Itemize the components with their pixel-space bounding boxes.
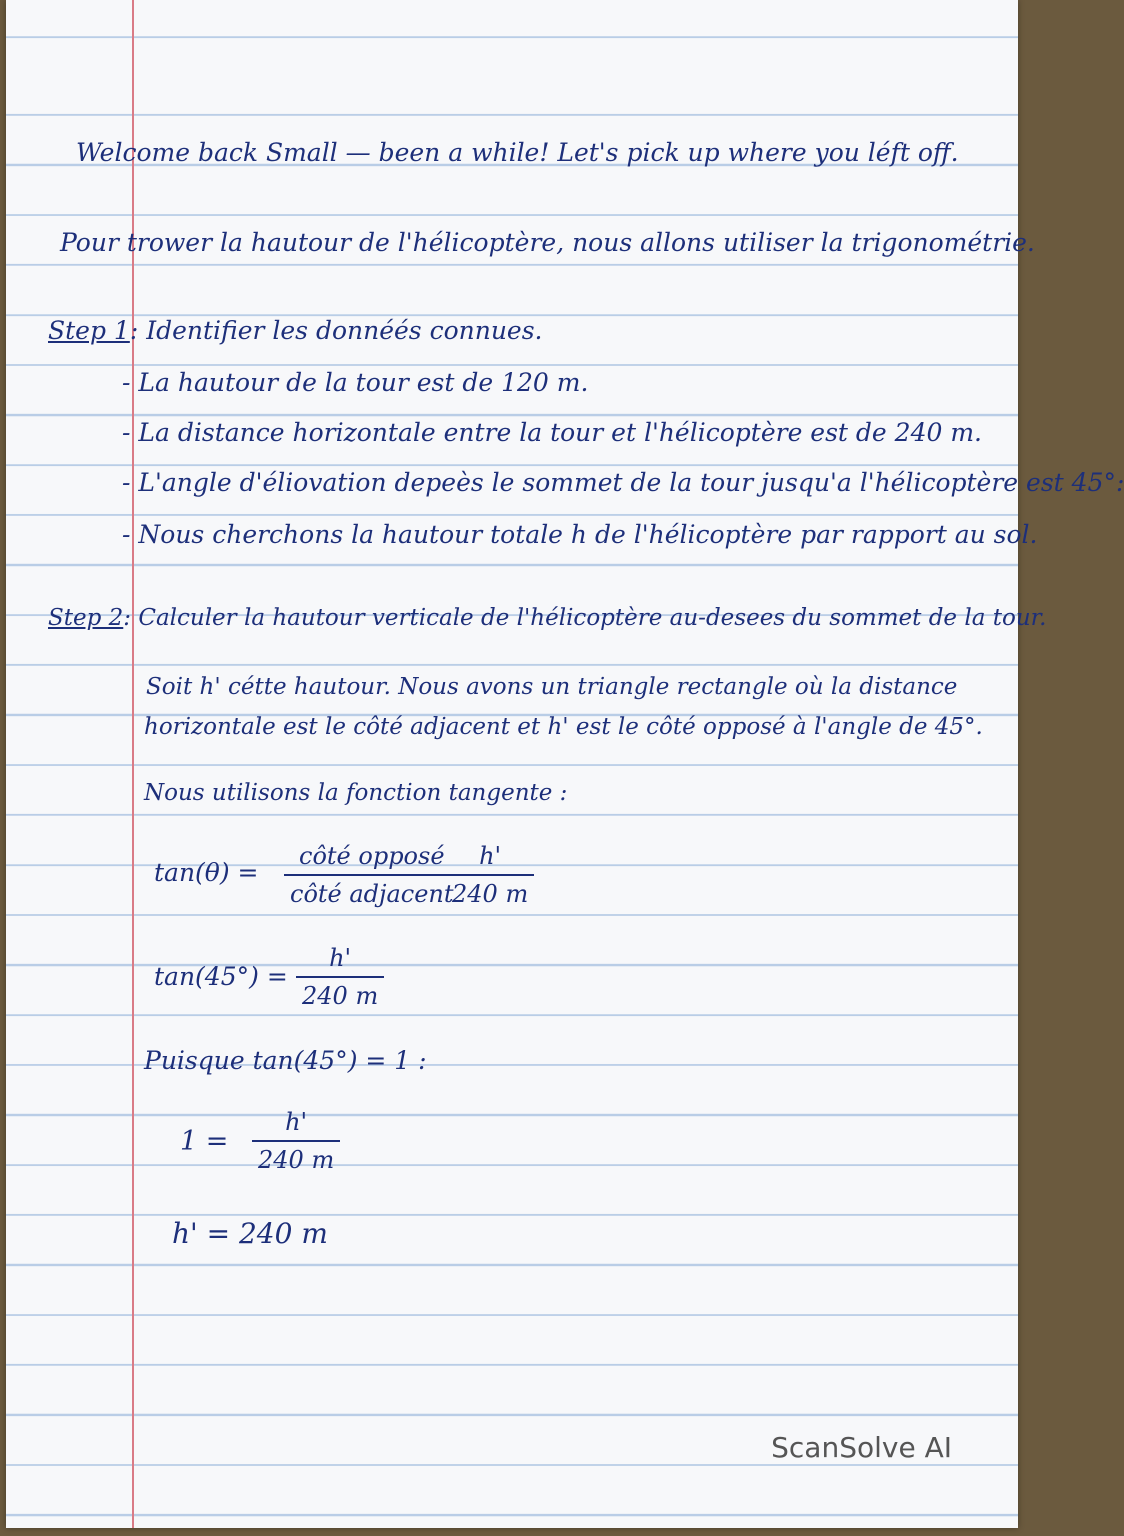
eq1-numerator-value: h' xyxy=(479,842,502,870)
step2-label: Step 2 xyxy=(48,605,124,631)
step2-heading xyxy=(48,607,1046,630)
step1-label: Step 1 xyxy=(48,316,130,345)
eq2-fraction xyxy=(296,944,384,1010)
eq3-numerator: h' xyxy=(285,1108,308,1136)
eq1-lhs: tan(θ) = xyxy=(154,858,259,887)
bullet-text: La hautour de la tour est de 120 m. xyxy=(138,368,589,397)
step1-heading xyxy=(48,318,543,343)
eq1-numerator: côté opposé xyxy=(299,842,445,870)
eq2-lhs: tan(45°) = xyxy=(154,962,288,991)
eq1-fraction-words xyxy=(284,842,460,908)
step1-title: : Identifier les donnéés connues. xyxy=(129,316,543,345)
scansolve-watermark: ScanSolve AI xyxy=(771,1431,952,1464)
step2-para1-line1: Soit h' cétte hautour. Nous avons un triangle rectangle où la distance xyxy=(146,674,958,700)
greeting-text: Welcome back Small — been a while! Let's pick up where you léft off. xyxy=(76,138,959,167)
eq1-denominator: côté adjacent xyxy=(290,880,454,908)
result-text: h' = 240 m xyxy=(172,1217,328,1250)
eq2-denominator: 240 m xyxy=(302,982,379,1010)
eq3-lhs: 1 = xyxy=(180,1126,229,1157)
eq1-denominator-value: 240 m xyxy=(452,880,529,908)
notebook-page xyxy=(6,0,1124,1528)
step2-para1-line2: horizontale est le côté adjacent et h' est le côté opposé à l'angle de 45°. xyxy=(144,714,983,740)
step1-bullet-3: - L'angle d'éliovation depeès le sommet de la tour jusqu'a l'hélicoptère est 45°: xyxy=(122,468,1124,497)
since-text: Puisque tan(45°) = 1 : xyxy=(144,1046,427,1075)
context-text: Pour trower la hautour de l'hélicoptère, nous allons utiliser la trigonométrie. xyxy=(60,228,1035,257)
bullet-text: La distance horizontale entre la tour et l'hélicoptère est de 240 m. xyxy=(138,418,982,447)
step2-title: : Calculer la hautour verticale de l'hélicoptère au-desees du sommet de la tour. xyxy=(123,605,1047,631)
step1-bullet-1: - La hautour de la tour est de 120 m. xyxy=(122,368,589,397)
eq3-fraction xyxy=(252,1108,340,1174)
eq3-denominator: 240 m xyxy=(258,1146,335,1174)
eq2-numerator: h' xyxy=(329,944,352,972)
step1-bullet-2: - La distance horizontale entre la tour et l'hélicoptère est de 240 m. xyxy=(122,418,982,447)
bullet-text: L'angle d'éliovation depeès le sommet de la tour jusqu'a l'hélicoptère est 45°: xyxy=(138,468,1124,497)
eq1-fraction-values xyxy=(446,842,534,908)
bullet-text: Nous cherchons la hautour totale h de l'hélicoptère par rapport au sol. xyxy=(138,520,1038,549)
step1-bullet-4: - Nous cherchons la hautour totale h de l'hélicoptère par rapport au sol. xyxy=(122,520,1038,549)
step2-para2: Nous utilisons la fonction tangente : xyxy=(144,780,568,806)
